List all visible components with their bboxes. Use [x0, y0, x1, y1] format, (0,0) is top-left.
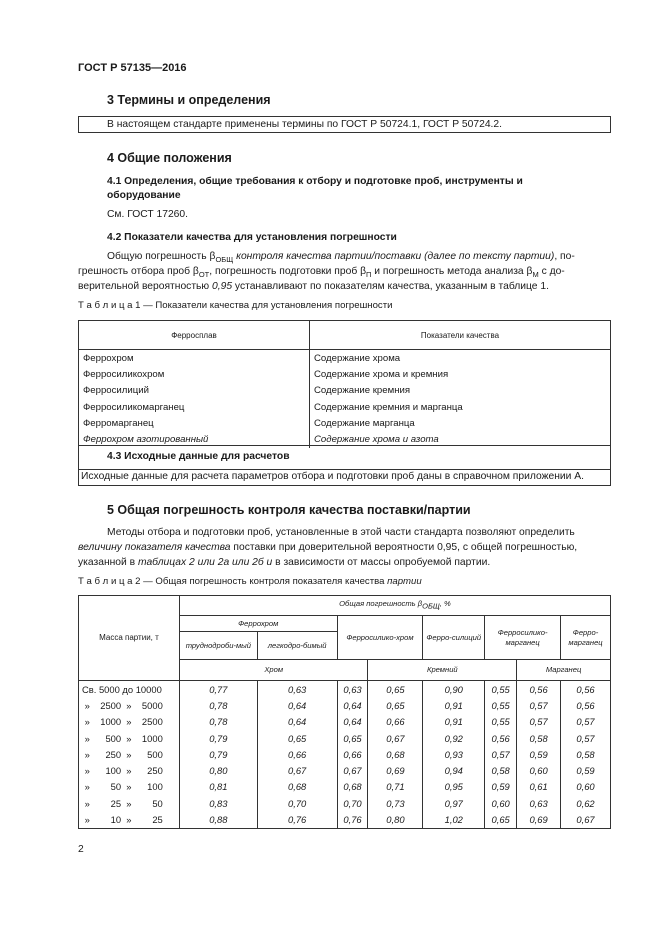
table-cell: 0,65	[337, 730, 368, 746]
table-cell: 0,63	[337, 681, 368, 698]
table-cell-mass: » 100 » 250	[79, 762, 180, 778]
table-cell: 0,57	[561, 714, 611, 730]
table-cell: 0,64	[257, 697, 337, 713]
table-cell: 0,77	[179, 681, 257, 698]
table-cell: 0,88	[179, 811, 257, 828]
table-cell-mass: » 250 » 500	[79, 746, 180, 762]
table-row	[79, 366, 611, 382]
table-row	[79, 714, 611, 730]
table-cell: 0,67	[561, 811, 611, 828]
table-cell: 0,67	[337, 762, 368, 778]
table-1-header-row	[79, 321, 611, 350]
section-3-text: В настоящем стандарте применены термины по ГОСТ Р 50724.1, ГОСТ Р 50724.2.	[78, 116, 611, 133]
text-span-italic: таблицах 2 или 2а или 2б и	[137, 557, 273, 568]
table-cell: 0,56	[517, 681, 561, 698]
table-cell: 0,70	[337, 795, 368, 811]
table-2-header-mass: Масса партии, т	[79, 596, 180, 681]
table-row	[79, 681, 611, 698]
table-row	[79, 795, 611, 811]
table-cell: 0,63	[517, 795, 561, 811]
table-cell: Содержание хрома и кремния	[310, 366, 611, 382]
table-cell: 0,66	[368, 714, 423, 730]
subsection-4-3-title: 4.3 Исходные данные для расчетов	[107, 451, 290, 462]
table-row	[79, 746, 611, 762]
table-cell: 0,91	[423, 697, 485, 713]
table-cell: Феррохром азотированный	[79, 431, 310, 447]
page-number: 2	[78, 844, 84, 855]
table-cell: 0,56	[561, 681, 611, 698]
table-cell: 0,58	[561, 746, 611, 762]
table-cell: 0,79	[179, 730, 257, 746]
table-cell: 0,64	[257, 714, 337, 730]
text-span: Общую погрешность β	[107, 251, 216, 262]
table-cell: 0,65	[257, 730, 337, 746]
subsection-4-3-text: Исходные данные для расчета параметров отбора и подготовки проб даны в справочном приложении А.	[79, 469, 610, 485]
table-cell: 0,64	[337, 714, 368, 730]
table-cell-mass: » 10 » 25	[79, 811, 180, 828]
table-cell: 0,68	[257, 779, 337, 795]
table-cell: 0,64	[337, 697, 368, 713]
table-cell: 0,78	[179, 714, 257, 730]
table-cell: 0,62	[561, 795, 611, 811]
table-cell: 0,59	[517, 746, 561, 762]
table-row	[79, 350, 611, 367]
table-2-header-ferromanganese: Ферро-марганец	[561, 616, 611, 660]
text-span: устанавливают по показателям качества, указанным в таблице 1.	[232, 281, 549, 292]
table-2-header-manganese: Марганец	[517, 660, 611, 681]
table-cell: 0,55	[485, 681, 517, 698]
table-cell: 0,76	[257, 811, 337, 828]
table-2-body	[79, 681, 611, 829]
table-cell: 0,80	[368, 811, 423, 828]
table-cell-mass: » 2500 » 5000	[79, 697, 180, 713]
text-span: , %	[439, 599, 451, 609]
table-cell: 0,57	[517, 714, 561, 730]
table-row	[79, 399, 611, 415]
table-cell: 0,66	[257, 746, 337, 762]
subsection-4-1-text: См. ГОСТ 17260.	[107, 209, 188, 220]
table-cell: 0,55	[485, 714, 517, 730]
table-cell: 0,66	[337, 746, 368, 762]
table-cell: 0,55	[485, 697, 517, 713]
table-cell: 0,58	[517, 730, 561, 746]
table-cell: 0,60	[485, 795, 517, 811]
text-span-italic: контроля качества партии/поставки (далее по тексту партии)	[233, 251, 555, 262]
table-row	[79, 415, 611, 431]
table-2-header-silicon: Кремний	[368, 660, 517, 681]
table-cell: 0,95	[423, 779, 485, 795]
table-2-header-ferrochrome: Феррохром	[179, 616, 337, 632]
text-span-italic: 0,95	[212, 281, 233, 292]
table-cell: 0,65	[368, 681, 423, 698]
text-span: с до-	[538, 266, 565, 277]
table-cell: 0,60	[561, 779, 611, 795]
text-span: , по-	[554, 251, 575, 262]
table-2-header-ferrosilicomanganese: Ферросилико-марганец	[485, 616, 561, 660]
table-2-header-hard: труднодроби-мый	[179, 632, 257, 660]
subsection-4-1-title-line2: оборудование	[107, 190, 181, 201]
table-cell: Феррохром	[79, 350, 310, 367]
text-span-italic: величину показателя качества	[78, 542, 231, 553]
table-cell: 0,93	[423, 746, 485, 762]
subscript-obsh: ОБЩ	[215, 255, 234, 265]
table-2-header-total-error	[179, 596, 610, 616]
table-cell: 0,71	[368, 779, 423, 795]
table-cell: Ферросилиций	[79, 383, 310, 399]
table-row	[79, 730, 611, 746]
table-2-header-row-1	[79, 596, 611, 616]
table-cell: 0,78	[179, 697, 257, 713]
text-span: поставки при доверительной вероятности 0,95, с общей погрешностью,	[230, 542, 578, 553]
text-span: в зависимости от массы опробуемой партии.	[272, 557, 491, 568]
table-cell: 0,69	[368, 762, 423, 778]
table-cell-mass: Св. 5000 до 10000	[79, 681, 180, 698]
table-cell: 0,76	[337, 811, 368, 828]
section-3-title: 3 Термины и определения	[107, 93, 271, 107]
table-2-header-easy: легкодро-бимый	[257, 632, 337, 660]
table-cell: 0,68	[368, 746, 423, 762]
table-cell: 0,97	[423, 795, 485, 811]
subscript-ot: ОТ	[198, 270, 210, 280]
section-5-line3	[78, 556, 490, 571]
table-1-header-indicators: Показатели качества	[310, 321, 611, 350]
table-1-caption: Т а б л и ц а 1 — Показатели качества для установления погрешности	[78, 300, 393, 311]
table-cell: 0,58	[485, 762, 517, 778]
table-cell: 1,02	[423, 811, 485, 828]
table-cell: 0,83	[179, 795, 257, 811]
table-cell: 0,80	[179, 762, 257, 778]
table-cell: Содержание марганца	[310, 415, 611, 431]
text-span: грешность отбора проб β	[78, 266, 199, 277]
table-cell: Содержание кремния и марганца	[310, 399, 611, 415]
table-1	[78, 320, 611, 448]
table-cell: 0,59	[485, 779, 517, 795]
table-1-header-alloy: Ферросплав	[79, 321, 310, 350]
table-row	[79, 383, 611, 399]
table-2-header-chrome: Хром	[179, 660, 368, 681]
table-cell: 0,67	[368, 730, 423, 746]
table-2	[78, 595, 611, 829]
subsection-4-3-box	[78, 445, 611, 486]
table-cell: 0,91	[423, 714, 485, 730]
subscript-obsh: ОБЩ	[422, 601, 440, 611]
table-cell: Содержание хрома	[310, 350, 611, 367]
table-cell-mass: » 25 » 50	[79, 795, 180, 811]
table-cell-mass: » 500 » 1000	[79, 730, 180, 746]
table-row	[79, 697, 611, 713]
table-cell: Ферросиликомарганец	[79, 399, 310, 415]
table-cell: 0,65	[368, 697, 423, 713]
text-span-italic: партии	[387, 576, 422, 587]
subsection-4-1-title-line1: 4.1 Определения, общие требования к отбору и подготовке проб, инструменты и	[107, 176, 523, 187]
table-row	[79, 811, 611, 828]
table-cell: 0,92	[423, 730, 485, 746]
table-2-header-ferrosilicon: Ферро-силиций	[423, 616, 485, 660]
table-row	[79, 762, 611, 778]
section-5-title: 5 Общая погрешность контроля качества поставки/партии	[107, 503, 471, 517]
table-cell: 0,56	[561, 697, 611, 713]
table-cell: 0,79	[179, 746, 257, 762]
section-5-line2	[78, 541, 577, 556]
table-cell: Ферромарганец	[79, 415, 310, 431]
paragraph-4-2-line3	[78, 280, 549, 295]
text-span: Т а б л и ц а 2 — Общая погрешность контроля показателя качества	[78, 576, 388, 587]
table-cell: 0,57	[561, 730, 611, 746]
document-header: ГОСТ Р 57135—2016	[78, 62, 187, 74]
text-span: указанной в	[78, 557, 138, 568]
table-cell: 0,68	[337, 779, 368, 795]
subsection-4-2-title: 4.2 Показатели качества для установления погрешности	[107, 232, 397, 243]
section-4-title: 4 Общие положения	[107, 151, 232, 165]
subscript-p: П	[366, 270, 372, 280]
table-2-caption	[78, 575, 422, 590]
table-cell: 0,56	[485, 730, 517, 746]
table-cell: Ферросиликохром	[79, 366, 310, 382]
text-span: , погрешность подготовки проб β	[209, 266, 367, 277]
table-2-header-ferrosilicochrome: Ферросилико-хром	[337, 616, 423, 660]
table-cell: 0,61	[517, 779, 561, 795]
text-span: и погрешность метода анализа β	[371, 266, 533, 277]
table-cell: 0,57	[485, 746, 517, 762]
table-cell: 0,73	[368, 795, 423, 811]
table-cell: 0,81	[179, 779, 257, 795]
table-cell: 0,67	[257, 762, 337, 778]
table-cell: Содержание кремния	[310, 383, 611, 399]
table-cell: 0,57	[517, 697, 561, 713]
text-span: верительной вероятностью	[78, 281, 212, 292]
table-cell-mass: » 1000 » 2500	[79, 714, 180, 730]
table-cell: 0,69	[517, 811, 561, 828]
table-cell: 0,59	[561, 762, 611, 778]
table-cell: 0,63	[257, 681, 337, 698]
table-cell-mass: » 50 » 100	[79, 779, 180, 795]
subscript-m: М	[532, 270, 539, 280]
table-row	[79, 779, 611, 795]
table-cell: 0,60	[517, 762, 561, 778]
table-cell: Содержание хрома и азота	[310, 431, 611, 447]
text-span: Общая погрешность β	[339, 599, 423, 609]
table-cell: 0,70	[257, 795, 337, 811]
section-5-line1: Методы отбора и подготовки проб, установленные в этой части стандарта позволяют определить	[107, 527, 575, 538]
table-cell: 0,65	[485, 811, 517, 828]
table-cell: 0,94	[423, 762, 485, 778]
table-cell: 0,90	[423, 681, 485, 698]
